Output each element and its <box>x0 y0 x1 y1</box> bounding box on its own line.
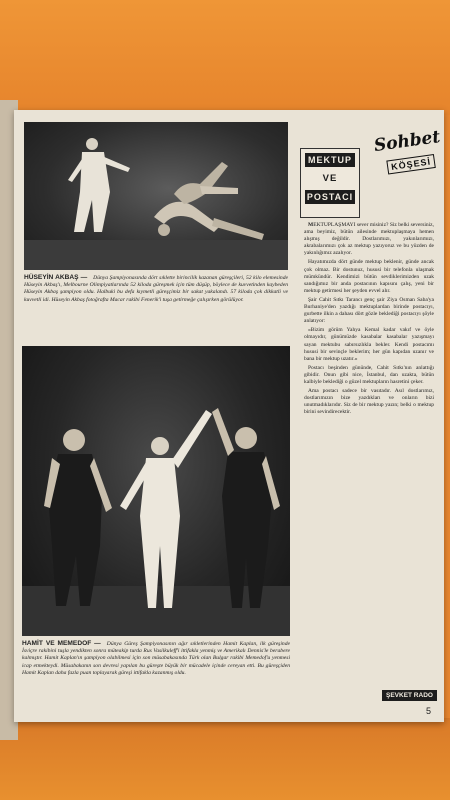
logo-kosesi: KÖŞESİ <box>386 154 435 175</box>
column-title-box <box>300 148 360 218</box>
caption-hamit-head: HAMİT VE MEMEDOF — <box>22 640 101 647</box>
wrestling-throw-illustration <box>24 122 288 270</box>
author-signature: ŞEVKET RADO <box>382 690 437 701</box>
column-title-line-2: VE <box>322 173 338 184</box>
wrestling-photo-hamit-memedof <box>22 346 290 636</box>
magazine-page <box>14 110 444 722</box>
column-paragraph: Hayatımızda dört günde mektup beklenir, günde ancak çok olmaz. Bir dostunuz, hususi bir telefonla ulaşmak mümkündür. Kendimizi bütün sevdiklerimizden uzak sandığımız bir anda postacının kapısını çalış, yeni bir mektup getirmesi her şeyden evvel alır. <box>304 259 434 294</box>
column-paragraph: «Bizim görüm Yahya Kemal kadar vakıf ve öyle olmayıdır, günümüzde kasabalar kasabalar yazışmayı sayan mektubu sabırsızlıkla bekler. Kendi postacımı hususi bir sevinçle beklerim; her gün kapıdan uzanır ve bana bir mektup uzatır.» <box>304 327 434 362</box>
background-top <box>0 0 450 115</box>
page-number: 5 <box>426 706 432 716</box>
referee-raising-hand-illustration <box>22 346 290 636</box>
caption-hamit-memedof <box>22 640 290 677</box>
wrestling-photo-akbas <box>24 122 288 270</box>
caption-akbas-head: HÜSEYİN AKBAŞ — <box>24 274 88 281</box>
logo-sohbet: Sohbet <box>372 127 442 157</box>
sohbet-kosesi-logo <box>366 123 443 190</box>
column-paragraph: Postacı beşinden gününde, Cahit Sıtkı'nın anlattığı gibidir. Onun gibi nice, İstanbul, dan uzakta, bütün kalbiyle beklediği o güzel mektupların hasretini çeker. <box>304 364 434 385</box>
background-bottom <box>0 718 450 800</box>
column-paragraph: MEKTUPLAŞMAYI sever misiniz? Siz belki seversiniz, ama beyimiz, bütün ailesinde mektuplaşmaya hemen alışmış değildir. Dostlarımızı, yakınlarımızı, akrabalarımızı çok az mektup yazıyoruz ve bu yüzden de yakınlığımız azalıyor. <box>304 222 434 257</box>
column-body-text <box>304 222 434 418</box>
caption-akbas-text: Dünya Şampiyonasında dört sıklette birincilik kazanan güreşçileri, 52 kilo elemesinde Hüseyin Akbaş'ı, Melbourne Olimpiyatlarında 52 kiloda güreşmek için tüm düşüp, böylece de kuvvetinden kaybeden Hüseyin Akbaş şampiyon oldu. Halbuki bu defa kıymetli güreşçimiz bir sakat yakalandı. 57 kiloda çok dikkatli ve kuvvetli idi. Hüseyin Akbaş fotoğrafta Macar rakibi Fenerik'i tuşa getirmeğe çalışırken görülüyor. <box>24 275 288 303</box>
column-title-line-1: MEKTUP <box>305 153 355 167</box>
caption-akbas <box>24 274 288 304</box>
column-title-line-3: POSTACI <box>306 192 354 202</box>
caption-hamit-text: Dünya Güreş Şampiyonasının ağır sıkletlerinden Hamit Kaplan, ilk güreşinde İsviçre rakibini tuşla yendikten sonra müteakip turda Rus Vasilkuleff'i ittifakla yenmiş ve Amerikalı Dennis'le berabere kalmıştır. Hamit Kaplan'ın şampiyon olabilmesi için son müsabakasında Türk olan Bulgar rakibi Memedof'u yenmesi icap etmekteydi. Müsabakanın son devresi yapılan bu güreşte büyük bir mücadele içinde cereyan etti. Bu güreşçiden Hamit Kaplan daha fazla puan toplayarak güreşi ittifakla kazanmış oldu. <box>22 641 290 676</box>
column-paragraph: Şair Cahit Sıtkı Tarancı genç şair Ziya Osman Saba'ya Burhaniye'den yazdığı mektuplardan birinde postacıyı, gurbette ilkin a dahası dört gözle beklediği postacıyı şöyle anlatıyor: <box>304 296 434 325</box>
column-paragraph: Ama postacı sadece bir vasıtadır. Asıl dostlarımız, dostlarımızın bize yazdıkları ve onların bizi unutmadıklarıdır. Siz de bir mektup yazın; belki o mektup birini sevindirecektir. <box>304 388 434 416</box>
